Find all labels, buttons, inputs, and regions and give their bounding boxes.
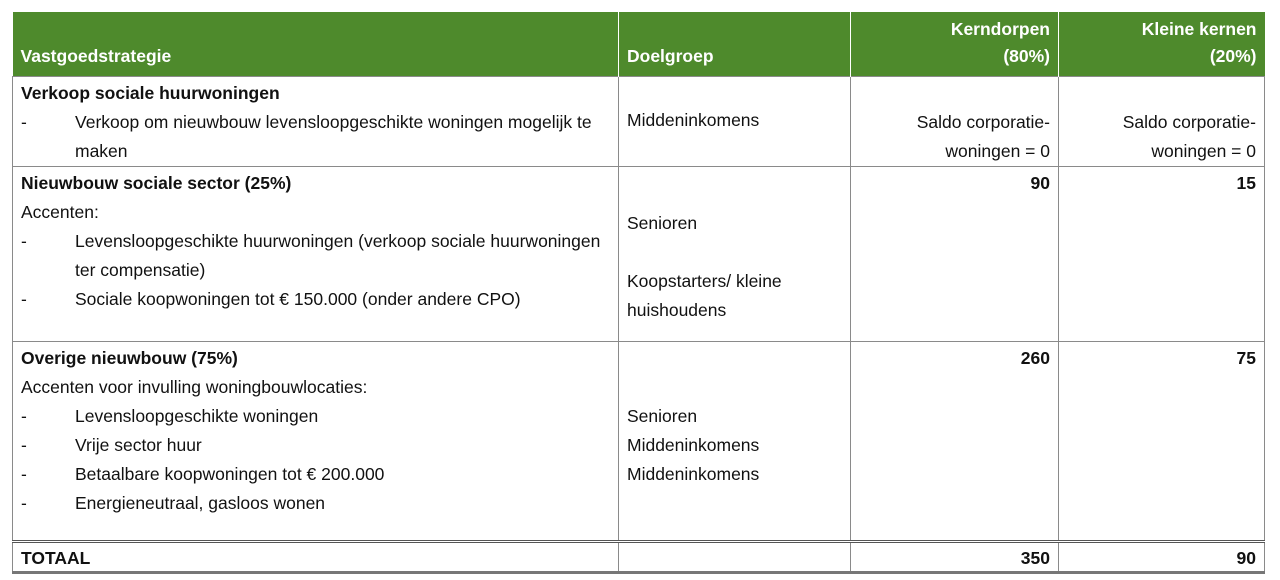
list-item	[21, 431, 610, 460]
bullet-dash: -	[21, 435, 27, 455]
row-intro: Accenten:	[21, 202, 99, 222]
kleine-kernen-cell	[1059, 167, 1265, 342]
header-kerndorpen-line2: (80%)	[1003, 46, 1050, 66]
strategy-cell	[13, 77, 619, 167]
table-row	[13, 167, 1265, 342]
total-kleine-kernen: 90	[1059, 542, 1265, 573]
list-item-text: Verkoop om nieuwbouw levensloopgeschikte woningen mogelijk te maken	[75, 112, 592, 161]
header-kleine-kernen	[1059, 12, 1265, 77]
table-header-row	[13, 12, 1265, 77]
list-item-text: Levensloopgeschikte huurwoningen (verkoop sociale huurwoningen ter compensatie)	[75, 231, 601, 280]
header-kleine-kernen-line2: (20%)	[1209, 46, 1257, 66]
strategy-cell	[13, 167, 619, 342]
doelgroep-item: Middeninkomens	[627, 435, 760, 455]
row-title: Verkoop sociale huurwoningen	[21, 83, 280, 103]
list-item	[21, 227, 610, 285]
list-item-text: Betaalbare koopwoningen tot € 200.000	[75, 464, 385, 484]
row-title: Nieuwbouw sociale sector (25%)	[21, 173, 292, 193]
kleine-kernen-cell	[1059, 77, 1265, 167]
total-doelgroep	[619, 542, 851, 573]
list-item	[21, 489, 610, 518]
list-item-text: Vrije sector huur	[75, 435, 202, 455]
doelgroep-item: Koopstarters/ kleine huishoudens	[627, 271, 782, 320]
total-row	[13, 542, 1265, 573]
kerndorpen-value: 90	[1030, 173, 1050, 193]
row-title: Overige nieuwbouw (75%)	[21, 348, 238, 368]
header-vastgoedstrategie: Vastgoedstrategie	[13, 12, 619, 77]
bullet-dash: -	[21, 406, 27, 426]
bullet-dash: -	[21, 464, 27, 484]
table-row	[13, 342, 1265, 542]
bullet-dash: -	[21, 493, 27, 513]
bullet-dash: -	[21, 112, 27, 132]
table-row	[13, 77, 1265, 167]
list-item-text: Levensloopgeschikte woningen	[75, 406, 319, 426]
kerndorpen-value: Saldo corporatie-woningen = 0	[916, 112, 1050, 161]
total-label: TOTAAL	[13, 542, 619, 573]
list-item	[21, 460, 610, 489]
doelgroep-cell	[619, 77, 851, 167]
strategy-cell	[13, 342, 619, 542]
header-kleine-kernen-line1: Kleine kernen	[1141, 19, 1257, 39]
list-item-text: Sociale koopwoningen tot € 150.000 (onder andere CPO)	[75, 289, 521, 309]
list-item	[21, 108, 610, 166]
vastgoed-table	[12, 12, 1265, 574]
bullet-dash: -	[21, 231, 27, 251]
kleine-kernen-value: 15	[1236, 173, 1256, 193]
doelgroep-cell	[619, 167, 851, 342]
doelgroep-cell	[619, 342, 851, 542]
list-item	[21, 285, 610, 314]
kerndorpen-value: 260	[1020, 348, 1050, 368]
list-item	[21, 402, 610, 431]
doelgroep-item: Senioren	[627, 406, 698, 426]
header-kerndorpen-line1: Kerndorpen	[950, 19, 1050, 39]
doelgroep-item: Senioren	[627, 213, 698, 233]
kleine-kernen-value: 75	[1236, 348, 1256, 368]
kerndorpen-cell	[851, 77, 1059, 167]
kleine-kernen-cell	[1059, 342, 1265, 542]
kerndorpen-cell	[851, 342, 1059, 542]
doelgroep-item: Middeninkomens	[627, 464, 760, 484]
list-item-text: Energieneutraal, gasloos wonen	[75, 493, 326, 513]
row-intro: Accenten voor invulling woningbouwlocaties:	[21, 377, 368, 397]
header-kerndorpen	[851, 12, 1059, 77]
total-kerndorpen: 350	[851, 542, 1059, 573]
kleine-kernen-value: Saldo corporatie-woningen = 0	[1122, 112, 1256, 161]
bullet-dash: -	[21, 289, 27, 309]
doelgroep-item: Middeninkomens	[627, 110, 760, 130]
kerndorpen-cell	[851, 167, 1059, 342]
header-doelgroep: Doelgroep	[619, 12, 851, 77]
